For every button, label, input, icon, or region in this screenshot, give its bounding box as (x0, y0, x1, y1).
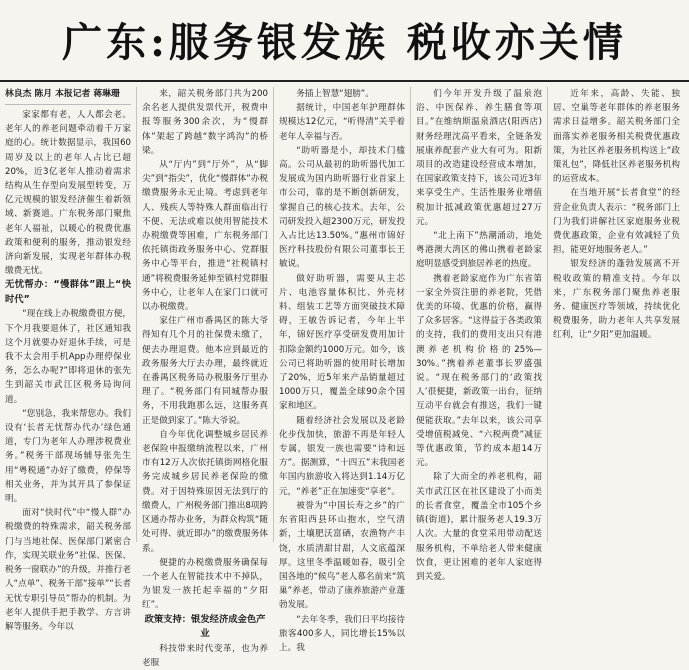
paragraph: 从“厅内”到“厅外”，从“脚尖”到“指尖”，优化“慢群体”办税缴费服务永无止境。考虑到老年人、残疾人等特殊人群面临出行不便、无法或难以使用智能技术办税缴费等困难，广东税务部门依托镇街政务服务中心、党群服务中心等平台，推进“社税镇村通”将税费服务延伸至镇村党群服务中心，让老年人在家门口就可以办税缴费。 (142, 160, 268, 313)
paragraph: 来，韶关税务部门共为200余名老人提供发票代开，税费申报等服务300余次，为“慢群体”架起了跨越“数字鸿沟”的桥梁。 (142, 89, 268, 156)
column-4 (411, 87, 548, 582)
article-columns (0, 87, 689, 668)
paragraph: 在当地开展“长者食堂”的经营企业负责人表示：“税务部门上门为我们讲解社区家庭服务业税费优惠政策，企业有效减轻了负担，能更好地服务老人。” (553, 188, 680, 256)
paragraph: “您别急，我来帮您办。我们设有‘长者无忧帮办代办’绿色通道，专门为老年人办理涉税费业务。”税务干部现场辅导张先生用“粤税通”办好了缴费，停保等相关业务，并为其开具了参保证明。 (5, 408, 131, 505)
paragraph: 面对“快时代”中“慢人群”办税缴费的特殊需求，韶关税务部门与当地社保、医保部门紧密合作，实现关联业务“社保、医保、税务一窗联办”的升级，并推行老人“点单”、税务干部“接单”“长者无忧专职引导员”帮办的机制。为老年人提供手把手教学、方言讲解等服务。今年以 (5, 508, 131, 632)
paragraph: 随着经济社会发展以及老龄化步伐加快，旅游不再是年轻人专属，银发一族也需要“诗和远方”。据测算，“十四五”末我国老年国内旅游收入将达到1.14万亿元，“养老”正在加速变“享老”。 (279, 415, 405, 497)
paragraph: 自今年优化调整城乡居民养老保险申报缴纳流程以来，广州市有12万人次依托镇街网格化服务完成城乡居民养老保险的缴费。对于因特殊原因无法到厅的缴费人，广州税务部门推出8项跨区通办帮办业务，为群众构筑“随处可得、就近即办”的缴费服务体系。 (142, 429, 268, 554)
column-3 (274, 87, 411, 653)
paragraph: 做好助听器，需要从主芯片、电池容量体积比、外壳材料、组装工艺等方面突破技术障碍，王敏告诉记者，今年上半年，锦好医疗享受研发费用加计扣除金额约1000万元。如今，该公司已将助听器的使用时长增加了20%，近5年来产品销量超过1000万只，覆盖全球90余个国家和地区。 (279, 273, 405, 412)
paragraph: 除了大而全的养老机构，韶关市武江区在社区建设了小而美的长者食堂，覆盖全市105个乡镇(街道)，累计服务老人19.3万人次。大量的食堂采用带动配送服务机构，不单给老人带来健康饮食，更让困难的老年人家庭得到关爱。 (416, 472, 542, 582)
headline: 广东:服务银发族 税收亦关情 (62, 18, 627, 66)
byline: 林良杰 陈月 本报记者 蒋琳珊 (5, 87, 131, 105)
paragraph: “助听器是小，却技术门槛高。公司从最初的助听器代加工发展成为国内助听器行业首家上市公司，靠的是不断创新研发，掌握自己的核心技术。去年，公司研发投入超2300万元，研发投入占比达13.50%。”惠州市锦好医疗科技股份有限公司董事长王敏说。 (279, 145, 405, 270)
headline-rule (0, 80, 689, 82)
paragraph: 家家都有老，人人都会老。老年人的养老问题牵动着千万家庭的心。统计数据显示，我国60周岁及以上的老年人占比已超20%，近3亿老年人推动着需求结构从生存型向发展型转变，万亿元规模的银发经济催生着新领域、新赛道。广东税务部门聚焦老年人福祉，以暖心的税费优惠政策和便利的服务，推动银发经济向新发展，实现老年群体办税缴费无忧。 (5, 110, 131, 277)
paragraph: 据统计，中国老年护理群体规模达12亿元，“听得清”关乎着老年人幸福与否。 (279, 103, 405, 142)
subheading: 无忧帮办：“慢群体”跟上“快时代” (5, 279, 131, 305)
column-2 (137, 87, 274, 668)
subheading: 政策支持：银发经济成金色产业 (144, 613, 266, 640)
paragraph: 携着老龄家庭作为广东省第一家全外资注册的养老院，凭借优美的环境、优惠的价格，赢得了众多居客。“这得益于各类政策的支持，我们的费用支出只有港澳养老机构价格的25%—30%。”携着养老董事长罗盛强说。“现在税务部门的‘政策找人’很便捷，新政策一出台，征纳互动平台就会有推送，我们一键便能获取。”去年以来，该公司享受增值税减免、“六税两费”减征等优惠政策，节约成本超14万元。 (416, 273, 542, 469)
paragraph: 近年来，高龄、失能、独居、空巢等老年群体的养老服务需求日益增多。韶关税务部门全面落实养老服务相关税费优惠政策，为社区养老服务机构送上“政策礼包”，降低社区养老服务机构的运营成本。 (553, 89, 680, 185)
paragraph: 家住广州市番禺区的陈大爷得知有几个月的社保费未缴了，便去办理退费。他本应到最近的政务服务大厅去办理，最终就近在番禺区税务局办税服务厅里办理了。“税务部门有同城帮办服务，不用我跑那么远，这服务真正是做到家了。”陈大爷说。 (142, 316, 268, 426)
paragraph: “去年冬季，我们日平均接待旅客400多人，同比增长15%以上。我 (279, 614, 405, 653)
paragraph: 务插上智慧“翅膀”。 (296, 89, 374, 99)
paragraph: “现在线上办税缴费很方便，下个月我要退休了，社区通知我这个月就要办好退休手续，可是我不太会用手机App办理停保业务，怎么办呢?”即将退休的张先生到韶关市武江区税务局询问道。 (5, 309, 131, 405)
paragraph: 便捷的办税缴费服务确保每一个老人在智能技术中不掉队，为银发一族托起幸福的“夕阳红”。 (142, 557, 268, 611)
paragraph: 科技带来时代变革，也为养老服 (142, 643, 268, 668)
column-1 (0, 87, 137, 632)
paragraph: 银发经济的蓬勃发展离不开税收政策的精准支持。今年以来，广东税务部门聚焦养老服务、健康医疗等领域，持续优化税费服务，助力老年人共享发展红利，让“夕阳”更加温暖。 (553, 259, 680, 341)
paragraph: 们今年开发升级了温泉泡浴、中医保养、养生膳食等项目。”在维纳斯温泉酒店(阳西店)财务经理沈高平看来，全链条发展康养配套产业大有可为。阳新项目的改造建设经营成本增加，在国家政策支持下，该公司近3年来享受生产、生活性服务业增值税加计抵减政策优惠超过27万元。 (416, 89, 542, 227)
paragraph: 被誉为“中国长寿之乡”的广东省阳西县环山抱水，空气清新，土壤肥沃富硒，农渔物产丰饶，水质清甜甘甜，人文底蕴深厚。这里冬季温暖如春，吸引全国各地的“候鸟”老人慕名前来“筑巢”养老，带动了康养旅游产业蓬勃发展。 (279, 500, 405, 611)
paragraph: “北上南下”热潮涌动，地处粤港澳大湾区的佛山携着老龄家庭明显感受到旅居养老的热度。 (416, 231, 542, 270)
column-5 (548, 87, 685, 542)
